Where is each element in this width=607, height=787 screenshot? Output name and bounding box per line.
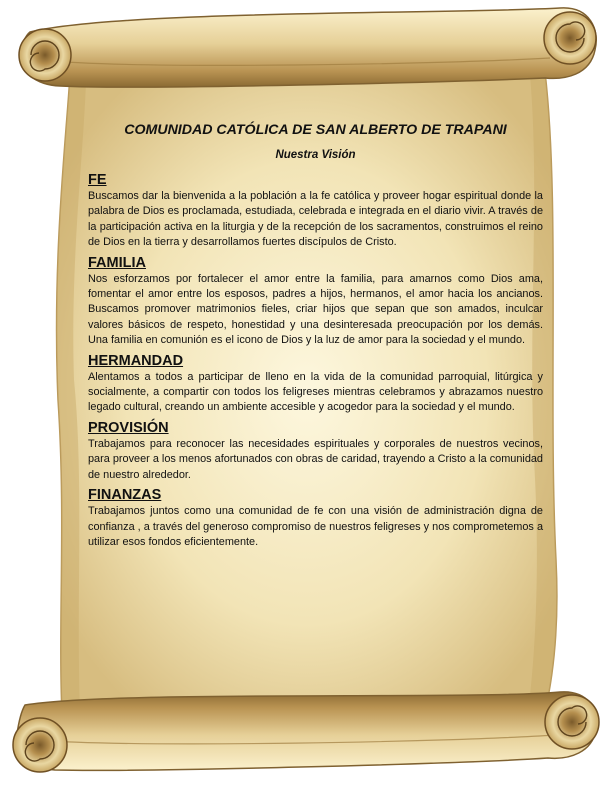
document-title: COMUNIDAD CATÓLICA DE SAN ALBERTO DE TRAPANI <box>124 122 507 138</box>
bottom-roll <box>17 692 597 770</box>
section-familia <box>88 254 543 349</box>
top-left-curl <box>19 29 71 81</box>
bottom-left-curl <box>13 718 67 772</box>
document-subtitle: Nuestra Visión <box>275 149 356 161</box>
section-body: Trabajamos juntos como una comunidad de fe con una visión de administración digna de confianza , a través del generoso compromiso de nuestros feligreses y nos comprometemos a utilizar esos fondos eficientemente. <box>88 505 543 548</box>
section-hermandad <box>88 352 543 416</box>
section-fe <box>88 171 543 251</box>
section-heading: PROVISIÓN <box>88 419 169 436</box>
section-finanzas <box>88 486 543 550</box>
section-heading: HERMANDAD <box>88 352 184 369</box>
section-body: Buscamos dar la bienvenida a la población a la fe católica y proveer hogar espiritual donde la palabra de Dios es proclamada, estudiada, celebrada e integrada en el diario vivir. A través de la participación activa en la liturgia y de la recepción de los sacramentos, construimos el reino de Dios en la tierra y desarrollamos fuertes discípulos de Cristo. <box>88 190 543 249</box>
section-body: Alentamos a todos a participar de lleno en la vida de la comunidad parroquial, litúrgica y socialmente, a compartir con todos los feligreses mientras celebramos y abrazamos nuestro legado cultural, creando un ambiente accesible y acogedor para la sociedad y el mundo. <box>88 370 543 414</box>
section-body: Nos esforzamos por fortalecer el amor entre la familia, para amarnos como Dios ama, fomentar el amor entre los esposos, padres a hijos, hermanos, el amor hacia los ancianos. Buscamos promover matrimonios fieles, criar hijos que sepan que son amados, inculcar valores básicos de respeto, honestidad y una desinteresada preocupación por los demás. Una familia en comunión es el icono de Dios y la luz de amor para la sociedad y el mundo. <box>88 272 543 347</box>
section-heading: FINANZAS <box>88 487 162 504</box>
section-provision <box>88 419 543 483</box>
section-body: Trabajamos para reconocer las necesidades espirituales y corporales de nuestros vecinos, para proveer a los menos afortunados con obras de caridad, trayendo a Cristo a la comunidad de nuestro alrededor. <box>88 437 543 481</box>
bottom-right-curl <box>545 695 599 749</box>
document-content <box>88 122 543 553</box>
top-right-curl <box>544 12 596 64</box>
top-roll <box>20 8 596 87</box>
section-heading: FAMILIA <box>88 254 146 271</box>
section-heading: FE <box>88 172 107 188</box>
